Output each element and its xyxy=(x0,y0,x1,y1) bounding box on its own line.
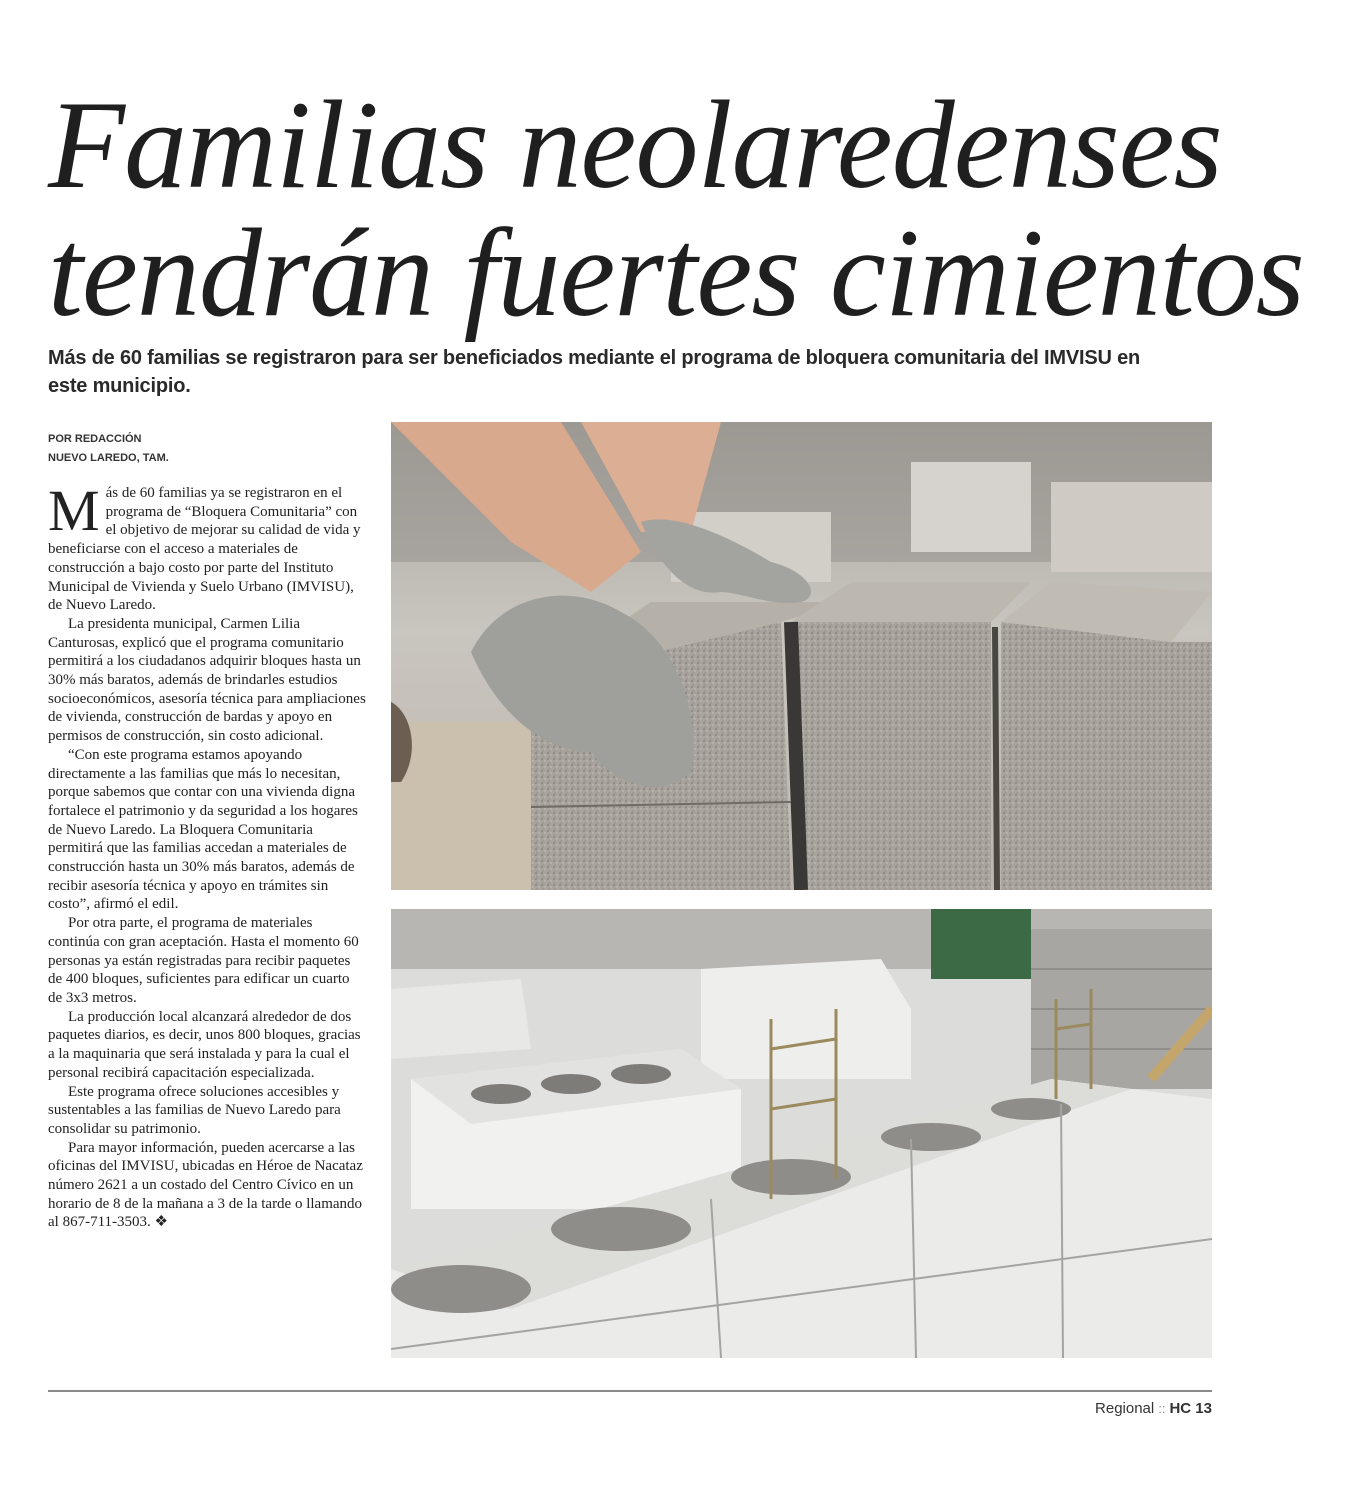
paragraph-1-text: ás de 60 familias ya se registraron en el programa de “Bloquera Comunitaria” con el objetivo de mejorar su calidad de vida y beneficiarse con el acceso a materiales de construcción a bajo costo por parte del Instituto Municipal de Vivienda y Suelo Urbano (IMVISU), de Nuevo Laredo. xyxy=(48,485,361,614)
byline xyxy=(48,430,169,468)
paragraph-1 xyxy=(48,478,366,615)
deck-subheadline: Más de 60 familias se registraron para ser beneficiados mediante el programa de bloquera comunitaria del IMVISU en este municipio. xyxy=(48,347,1141,397)
page-folio xyxy=(1095,1400,1212,1417)
headline-line-2: tendrán fuertes cimientos xyxy=(48,204,1304,343)
paragraph-7: Para mayor información, pueden acercarse a las oficinas del IMVISU, ubicadas en Héroe de Nacataz número 2621 a un costado del Centro Cívico en un horario de 8 de la mañana a 3 de la tarde o llamando al 867-711-3503. ❖ xyxy=(48,1139,363,1231)
paragraph-6: Este programa ofrece soluciones accesibles y sustentables a las familias de Nuevo Laredo para consolidar su patrimonio. xyxy=(48,1083,341,1137)
byline-author: POR REDACCIÓN xyxy=(48,433,142,445)
section-name: Regional xyxy=(1095,1400,1155,1417)
photo-hands-placing-blocks-illustration xyxy=(391,422,1212,890)
footer-rule xyxy=(48,1390,1212,1392)
paragraph-3: “Con este programa estamos apoyando directamente a las familias que más lo necesitan, porque sabemos que contar con una vivienda digna fortalece el patrimonio y da seguridad a los hogares de Nuevo Laredo. La Bloquera Comunitaria permitirá que las familias accedan a materiales de construcción hasta un 30% más baratos, además de recibir asesoría técnica y apoyo en trámites sin costo”, afirmó el edil. xyxy=(48,746,358,913)
paragraph-2: La presidenta municipal, Carmen Lilia Canturosas, explicó que el programa comunitario permitirá a los ciudadanos adquirir bloques hasta un 30% más baratos, además de brindarles estudios socioeconómicos, asesoría técnica para ampliaciones de vivienda, construcción de bardas y apoyo en permisos de construcción, sin costo adicional. xyxy=(48,615,366,745)
article-body xyxy=(48,478,366,1232)
photo-hands-placing-blocks xyxy=(391,422,1212,890)
headline xyxy=(48,76,1304,343)
headline-line-1: Familias neolaredenses xyxy=(48,76,1222,215)
photo-hollow-blocks-illustration xyxy=(391,909,1212,1358)
photo-hollow-blocks xyxy=(391,909,1212,1358)
drop-cap: M xyxy=(48,478,100,543)
page-number: HC 13 xyxy=(1169,1400,1212,1417)
byline-location: NUEVO LAREDO, TAM. xyxy=(48,452,169,464)
paragraph-4: Por otra parte, el programa de materiales continúa con gran aceptación. Hasta el momento 60 personas ya están registradas para recibir paquetes de 400 bloques, suficientes para edificar un cuarto de 3x3 metros. xyxy=(48,915,359,1006)
paragraph-5: La producción local alcanzará alrededor de dos paquetes diarios, es decir, unos 800 bloques, gracias a la maquinaria que será instalada y para la cual el personal recibirá capacitación especializada. xyxy=(48,1008,361,1081)
folio-separator: :: xyxy=(1158,1401,1166,1416)
